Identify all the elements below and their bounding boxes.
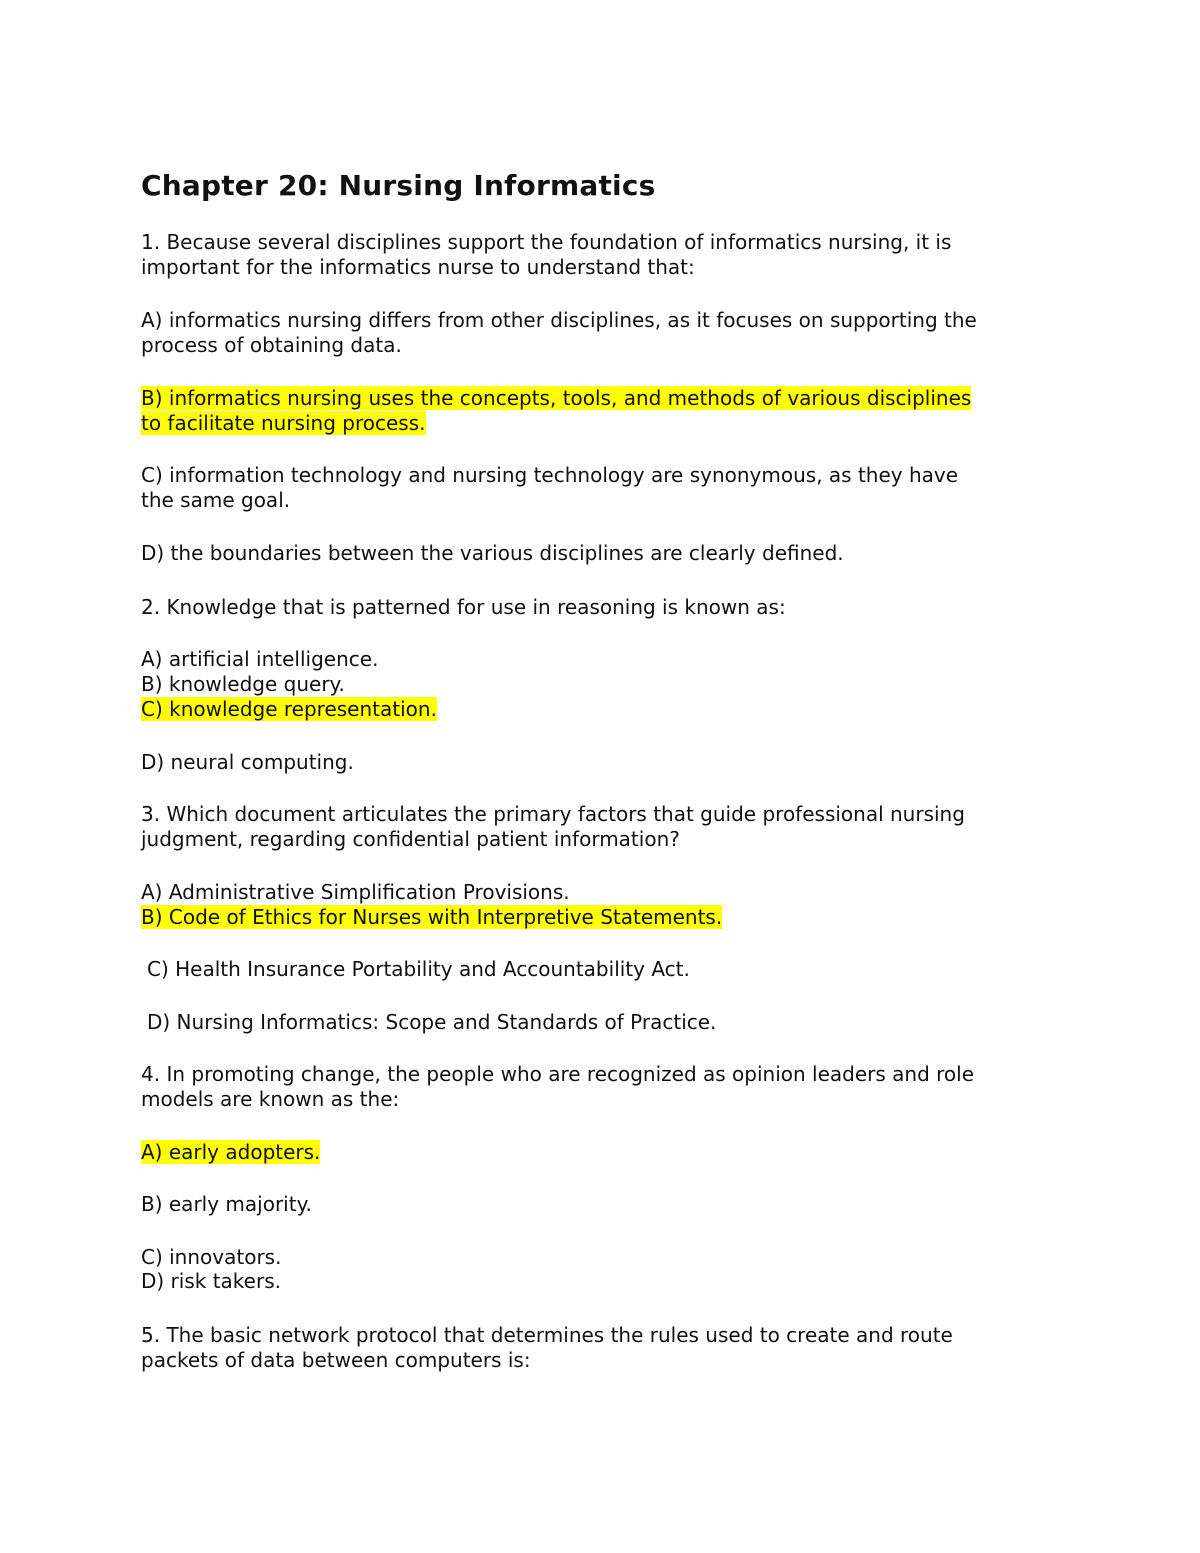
q5-stem-line-1: 5. The basic network protocol that determines the rules used to create and route [141,1323,953,1347]
chapter-title: Chapter 20: Nursing Informatics [141,169,656,202]
q3-option-c: C) Health Insurance Portability and Accountability Act. [147,957,690,981]
q3-stem-line-1: 3. Which document articulates the primary factors that guide professional nursing [141,802,965,826]
q4-option-b: B) early majority. [141,1192,312,1216]
q4-option-a-highlight: A) early adopters. [141,1140,321,1164]
q1-option-b-highlight-2: to facilitate nursing process. [141,411,426,435]
q2-option-d: D) neural computing. [141,750,354,774]
q2-option-b: B) knowledge query. [141,672,345,696]
q3-option-d: D) Nursing Informatics: Scope and Standards of Practice. [147,1010,717,1034]
q4-option-d: D) risk takers. [141,1269,281,1293]
q1-option-c-line-1: C) information technology and nursing technology are synonymous, as they have [141,463,959,487]
q3-stem-line-2: judgment, regarding confidential patient information? [141,827,680,851]
q2-option-a: A) artificial intelligence. [141,647,379,671]
q4-stem-line-1: 4. In promoting change, the people who are recognized as opinion leaders and role [141,1062,975,1086]
q1-option-b-line-2 [141,411,426,436]
q1-option-c-line-2: the same goal. [141,488,291,512]
q1-option-b-highlight-1: B) informatics nursing uses the concepts, tools, and methods of various disciplines [141,386,972,410]
q1-option-b-line-1 [141,386,971,411]
q3-option-b [141,905,722,930]
q1-stem-line-2: important for the informatics nurse to understand that: [141,255,695,279]
q5-stem-line-2: packets of data between computers is: [141,1348,531,1372]
q1-option-d: D) the boundaries between the various disciplines are clearly defined. [141,541,844,565]
q4-option-a [141,1140,320,1165]
q4-stem-line-2: models are known as the: [141,1087,400,1111]
q3-option-b-highlight: B) Code of Ethics for Nurses with Interpretive Statements. [141,905,723,929]
q2-option-c-highlight: C) knowledge representation. [141,697,437,721]
q2-option-c [141,697,437,722]
q1-option-a-line-2: process of obtaining data. [141,333,402,357]
q1-option-a-line-1: A) informatics nursing differs from other disciplines, as it focuses on supporting the [141,308,977,332]
q4-option-c: C) innovators. [141,1245,282,1269]
q3-option-a: A) Administrative Simplification Provisions. [141,880,570,904]
q1-stem-line-1: 1. Because several disciplines support the foundation of informatics nursing, it is [141,230,952,254]
q2-stem-line-1: 2. Knowledge that is patterned for use in reasoning is known as: [141,595,786,619]
